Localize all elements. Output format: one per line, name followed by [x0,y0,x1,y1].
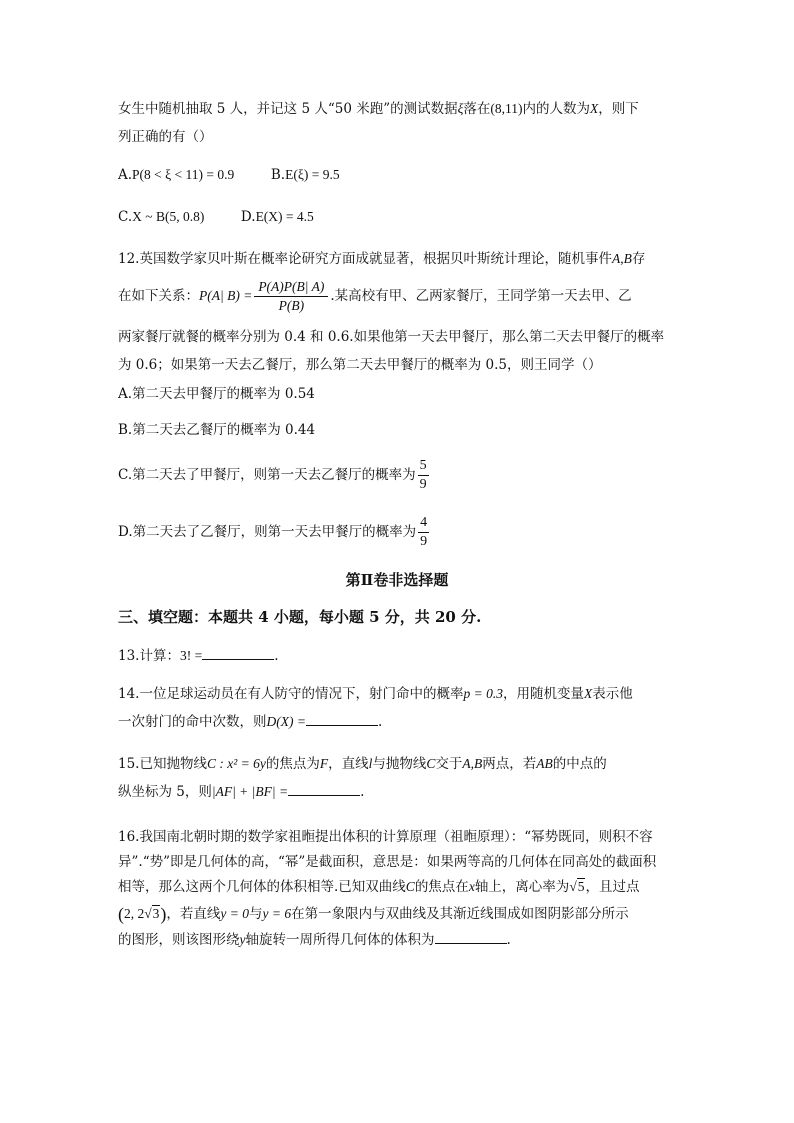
q12-text-b: 存 [631,251,646,267]
part-2-title: 第Ⅱ卷非选择题 [345,571,449,589]
q16-point-b: 3 [152,906,160,921]
q11-options-cd [118,206,688,228]
q11-line-2: 列正确的有（） [118,129,213,145]
q12-option-b: B.第二天去乙餐厅的概率为 0.44 [118,422,316,438]
q11-options-ab [118,164,688,186]
q15-line-2 [118,781,688,803]
xi-symbol: ξ [457,101,464,116]
events-ab: A,B [611,251,632,266]
q15-text-f: 两点，若 [482,756,537,772]
q16-answer-blank[interactable] [435,929,507,944]
q15-text-g: 的中点的 [552,756,607,772]
q16-line-5 [118,929,688,951]
q14-end: . [377,714,383,730]
q12-text-2b: .某高校有甲、乙两家餐厅，王同学第一天去甲、乙 [330,288,632,304]
q15-answer-blank[interactable] [288,781,360,796]
q11-text-c: 内的人数为 [522,101,591,117]
q16-point-a: 2, 2 [124,906,145,921]
q16-end: . [506,932,511,948]
q15-focus: F [319,756,329,771]
bayes-fraction [254,278,328,315]
q14-p-expr: p = 0.3 [463,686,503,701]
q11-text-d: ，则下 [598,101,639,117]
option-d-num: 4 [418,514,429,533]
q15-text-d: 与抛物线 [372,756,427,772]
interval: (8,11) [490,101,523,116]
option-d-expr: E(X) = 4.5 [255,209,314,224]
q11-text: 女生中随机抽取 5 人，并记这 5 人“50 米跑”的测试数据 [118,101,458,117]
q16-text-5b: 轴旋转一周所得几何体的体积为 [245,932,435,948]
q15-text-b: 的焦点为 [265,756,320,772]
q14-line-1 [118,683,688,705]
q16-c: C [405,879,415,894]
q11-text-b: 落在 [463,101,491,117]
q16-y: y [239,932,246,947]
q12-text: 12.英国数学家贝叶斯在概率论研究方面成就显著，根据贝叶斯统计理论，随机事件 [118,251,612,267]
q12-line-2 [118,276,688,316]
q12-option-c [118,455,688,495]
q16-text-4c: 在第一象限内与双曲线及其渐近线围成如图阴影部分所示 [291,906,629,922]
q15-text-2: 纵坐标为 5，则 [118,784,212,800]
sqrt-5: √5 [569,879,585,894]
option-c-text: C.第二天去了甲餐厅，则第一天去乙餐厅的概率为 [118,467,416,483]
q14-answer-blank[interactable] [306,711,378,726]
q15-parabola: C : x² = 6y [206,756,266,771]
q16-text-4a: ，若直线 [166,906,221,922]
q13-text: 13.计算： [118,648,180,664]
q14-text-b: ，用随机变量 [502,686,584,702]
q14-text-2: 一次射门的命中次数，则 [118,714,267,730]
q16-text-4b: 与 [249,906,263,922]
q13-expr: 3! = [179,648,203,663]
q15-end: . [360,784,365,800]
q16-text-5a: 的图形，则该图形绕 [118,932,240,948]
q16-x: x [468,879,475,894]
sqrt-5-radicand: 5 [577,879,585,894]
q16-line-2: 异”.“势”即是几何体的高，“幂”是截面积，意思是：如果两等高的几何体在同高处的截面积 [118,854,657,870]
q14-text-c: 表示他 [592,686,633,702]
q15-ab: A,B [462,756,483,771]
q16-text-3a: 相等，那么这两个几何体的体积相等.已知双曲线 [118,879,406,895]
q12-option-d [118,512,688,552]
option-c-label: C. [118,209,133,225]
q15-text-e: 交于 [435,756,463,772]
q16-y6: y = 6 [262,906,292,921]
option-c-num: 5 [418,457,429,476]
q13-end: . [274,648,279,664]
q12-text-2a: 在如下关系： [118,288,199,304]
option-d-den: 9 [420,534,428,549]
q15-line-l: l [368,756,373,771]
q14-d-expr: D(X) = [266,714,306,729]
q16-line-1: 16.我国南北朝时期的数学家祖暅提出体积的计算原理（祖暅原理）：“幂势既同，则积不容 [118,829,653,845]
q15-abs-expr: |AF| + |BF| = [211,784,289,799]
q11-line-1 [118,98,688,120]
option-b-label: B. [270,167,286,183]
option-c-expr: X ~ B(5, 0.8) [132,209,205,224]
option-d-fraction [418,514,429,551]
section-3-title: 三、填空题：本题共 4 小题，每小题 5 分，共 20 分. [118,608,482,626]
q14-line-2 [118,711,688,733]
option-d-label: D. [240,209,256,225]
option-c-den: 9 [419,477,427,492]
q15-c: C [426,756,436,771]
q13-answer-blank[interactable] [202,645,274,660]
x-variable: X [590,101,599,116]
q16-y0: y = 0 [220,906,250,921]
q16-line-3 [118,876,688,898]
q15-line-1 [118,753,688,775]
option-c-fraction [418,457,429,494]
q12-option-a: A.第二天去甲餐厅的概率为 0.54 [118,386,315,402]
q14-x: X [583,686,593,701]
option-d-text: D.第二天去了乙餐厅，则第一天去甲餐厅的概率为 [118,524,417,540]
q14-text: 14.一位足球运动员在有人防守的情况下，射门命中的概率 [118,686,464,702]
bayes-lhs: P(A| B) = [199,288,253,303]
bayes-numerator: P(A)P(B| A) [254,278,328,297]
option-a-label: A. [118,167,133,183]
q15-text: 15.已知抛物线 [118,756,207,772]
q16-text-3c: 轴上，离心率为 [474,879,570,895]
q16-text-3d: ，且过点 [585,879,640,895]
q12-line-1 [118,248,688,270]
q13 [118,645,688,667]
q15-ab-segment: AB [536,756,553,771]
option-a-expr: P(8 < ξ < 11) = 0.9 [132,167,235,182]
q16-line-4 [118,903,688,925]
q12-line-4: 为 0.6；如果第一天去乙餐厅，那么第二天去甲餐厅的概率为 0.5，则王同学（） [118,357,602,373]
q15-text-c: ，直线 [328,756,369,772]
q16-text-3b: 的焦点在 [414,879,469,895]
q12-line-3: 两家餐厅就餐的概率分别为 0.4 和 0.6.如果他第一天去甲餐厅，那么第二天去甲餐厅的概率 [118,329,665,345]
q16-point: (2, 2√3) [118,904,167,924]
option-b-expr: E(ξ) = 9.5 [285,167,340,182]
bayes-denominator: P(B) [278,298,305,313]
